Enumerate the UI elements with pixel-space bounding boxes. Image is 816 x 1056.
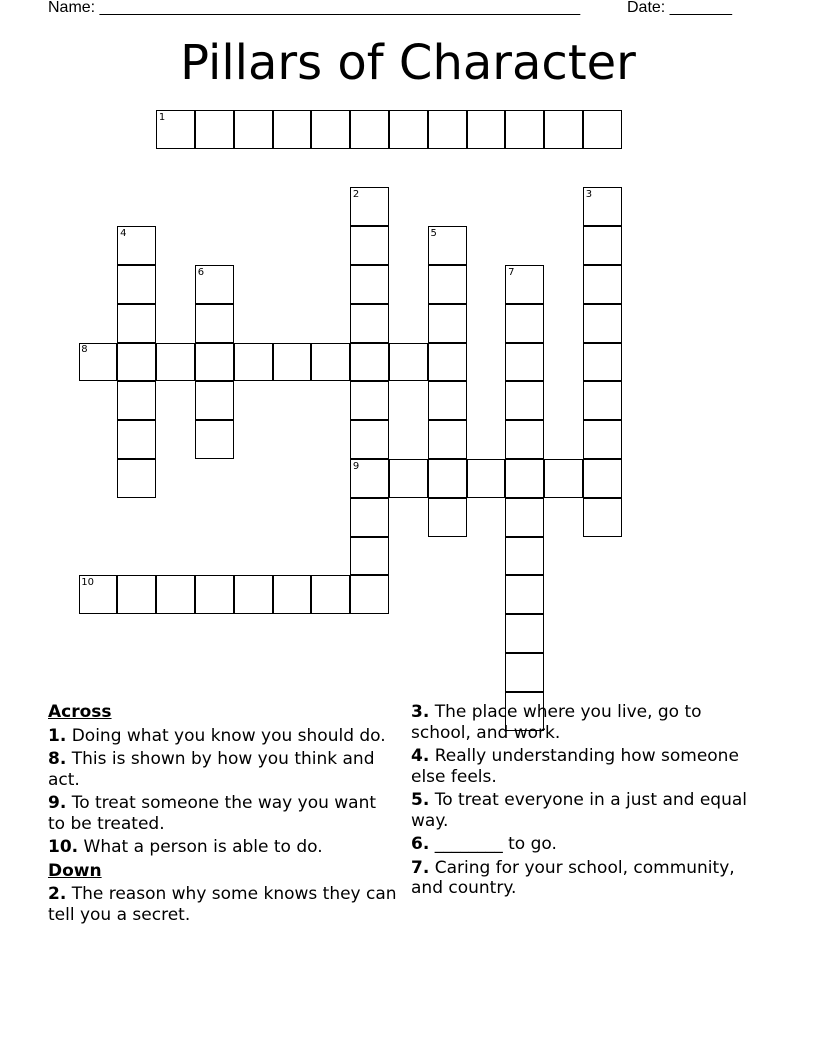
clue-number-label: 8 (81, 344, 88, 356)
clue-text: Really understanding how someone else feels. (411, 746, 739, 787)
grid-cell[interactable] (156, 575, 195, 614)
clue-number-label: 5 (430, 227, 437, 239)
clue-across-9 (48, 793, 398, 834)
clue-down-2 (48, 884, 398, 925)
grid-cell[interactable] (505, 110, 544, 149)
grid-cell[interactable] (117, 265, 156, 304)
clue-text: The reason why some knows they can tell you a secret. (48, 884, 397, 925)
grid-cell[interactable] (273, 343, 312, 382)
grid-cell[interactable] (583, 110, 622, 149)
grid-cell[interactable] (505, 575, 544, 614)
clue-number: 1. (48, 725, 67, 746)
grid-cell[interactable] (544, 110, 583, 149)
grid-cell[interactable] (505, 420, 544, 459)
clue-number-label: 1 (158, 111, 166, 123)
clue-text: Caring for your school, community, and country. (411, 857, 735, 898)
clue-number: 8. (48, 749, 67, 769)
grid-cell[interactable] (350, 381, 389, 420)
grid-cell[interactable] (505, 653, 544, 692)
grid-cell[interactable] (156, 343, 195, 382)
clue-number: 6. (411, 834, 430, 854)
clue-down-3 (411, 702, 756, 743)
clue-number: 10. (48, 837, 79, 857)
grid-cell[interactable] (583, 226, 622, 265)
grid-cell[interactable] (583, 304, 622, 343)
down-heading: Down (48, 860, 102, 881)
clue-number: 4. (411, 746, 430, 766)
clue-number: 9. (48, 793, 67, 813)
grid-cell[interactable] (117, 381, 156, 420)
grid-cell[interactable] (311, 575, 350, 614)
clues-column-right (411, 702, 756, 902)
clue-number-label: 9 (352, 460, 360, 472)
clue-number-label: 7 (508, 266, 515, 278)
name-field-label: Name: ______________________________________________________ (48, 0, 581, 16)
grid-cell[interactable] (350, 420, 389, 459)
clue-down-6 (411, 834, 756, 855)
grid-cell[interactable] (467, 459, 506, 498)
grid-cell[interactable] (195, 420, 234, 459)
clue-number: 3. (411, 702, 430, 722)
grid-cell[interactable] (428, 304, 467, 343)
clue-number-label: 2 (352, 189, 360, 201)
grid-cell[interactable] (583, 498, 622, 537)
grid-cell[interactable] (583, 343, 622, 382)
grid-cell[interactable] (428, 459, 467, 498)
grid-cell[interactable] (195, 110, 234, 149)
clue-text: To treat everyone in a just and equal way. (411, 790, 747, 831)
grid-cell[interactable] (428, 265, 467, 304)
grid-cell[interactable] (234, 110, 273, 149)
grid-cell[interactable] (195, 343, 234, 382)
grid-cell[interactable] (350, 304, 389, 343)
grid-cell[interactable] (505, 537, 544, 576)
clue-down-5 (411, 790, 756, 831)
clue-number: 5. (411, 790, 430, 810)
grid-cell[interactable] (350, 498, 389, 537)
grid-cell[interactable] (350, 226, 389, 265)
grid-cell[interactable] (389, 110, 428, 149)
page-title: Pillars of Character (180, 35, 636, 91)
grid-cell[interactable] (428, 420, 467, 459)
clue-number-label: 6 (197, 266, 205, 278)
date-field-label: Date: _______ (627, 0, 732, 16)
grid-cell[interactable] (117, 420, 156, 459)
grid-cell[interactable] (350, 575, 389, 614)
clue-text: Doing what you know you should do. (71, 725, 386, 746)
grid-cell[interactable] (428, 343, 467, 382)
grid-cell[interactable] (505, 381, 544, 420)
grid-cell[interactable] (311, 343, 350, 382)
clue-number: 7. (411, 857, 430, 878)
grid-cell[interactable] (350, 265, 389, 304)
grid-cell[interactable] (117, 304, 156, 343)
clue-text: To treat someone the way you want to be treated. (48, 793, 377, 834)
grid-cell[interactable] (234, 575, 273, 614)
grid-cell[interactable] (389, 459, 428, 498)
grid-cell[interactable] (583, 381, 622, 420)
grid-cell[interactable] (273, 575, 312, 614)
across-heading: Across (48, 702, 112, 722)
clue-across-8 (48, 749, 398, 790)
grid-cell[interactable] (234, 343, 273, 382)
clue-number: 2. (48, 884, 67, 904)
clue-across-1 (48, 726, 398, 747)
grid-cell[interactable] (117, 575, 156, 614)
clue-number-label: 4 (120, 227, 127, 239)
grid-cell[interactable] (505, 459, 544, 498)
clue-number-label: 10 (81, 577, 95, 589)
clue-text: The place where you live, go to school, and work. (411, 702, 702, 743)
grid-cell[interactable] (311, 110, 350, 149)
grid-cell[interactable] (389, 343, 428, 382)
clues-column-left (48, 702, 398, 928)
clue-text: This is shown by how you think and act. (48, 749, 375, 790)
clue-number-label: 3 (585, 189, 593, 201)
grid-cell[interactable] (583, 459, 622, 498)
grid-cell[interactable] (505, 343, 544, 382)
grid-cell[interactable] (117, 343, 156, 382)
grid-cell[interactable] (117, 459, 156, 498)
grid-cell[interactable] (350, 537, 389, 576)
clue-text: What a person is able to do. (83, 837, 323, 857)
grid-cell[interactable] (505, 614, 544, 653)
grid-cell[interactable] (350, 343, 389, 382)
grid-cell[interactable] (467, 110, 506, 149)
grid-cell[interactable] (350, 110, 389, 149)
grid-cell[interactable] (505, 304, 544, 343)
grid-cell[interactable] (273, 110, 312, 149)
clue-down-7 (411, 858, 756, 899)
grid-cell[interactable] (505, 498, 544, 537)
grid-cell[interactable] (428, 381, 467, 420)
clue-down-4 (411, 746, 756, 787)
grid-cell[interactable] (583, 265, 622, 304)
grid-cell[interactable] (195, 304, 234, 343)
grid-cell[interactable] (195, 381, 234, 420)
clue-text: ________ to go. (434, 834, 557, 854)
grid-cell[interactable] (195, 575, 234, 614)
grid-cell[interactable] (428, 498, 467, 537)
grid-cell[interactable] (544, 459, 583, 498)
grid-cell[interactable] (428, 110, 467, 149)
clue-across-10 (48, 837, 398, 858)
grid-cell[interactable] (583, 420, 622, 459)
